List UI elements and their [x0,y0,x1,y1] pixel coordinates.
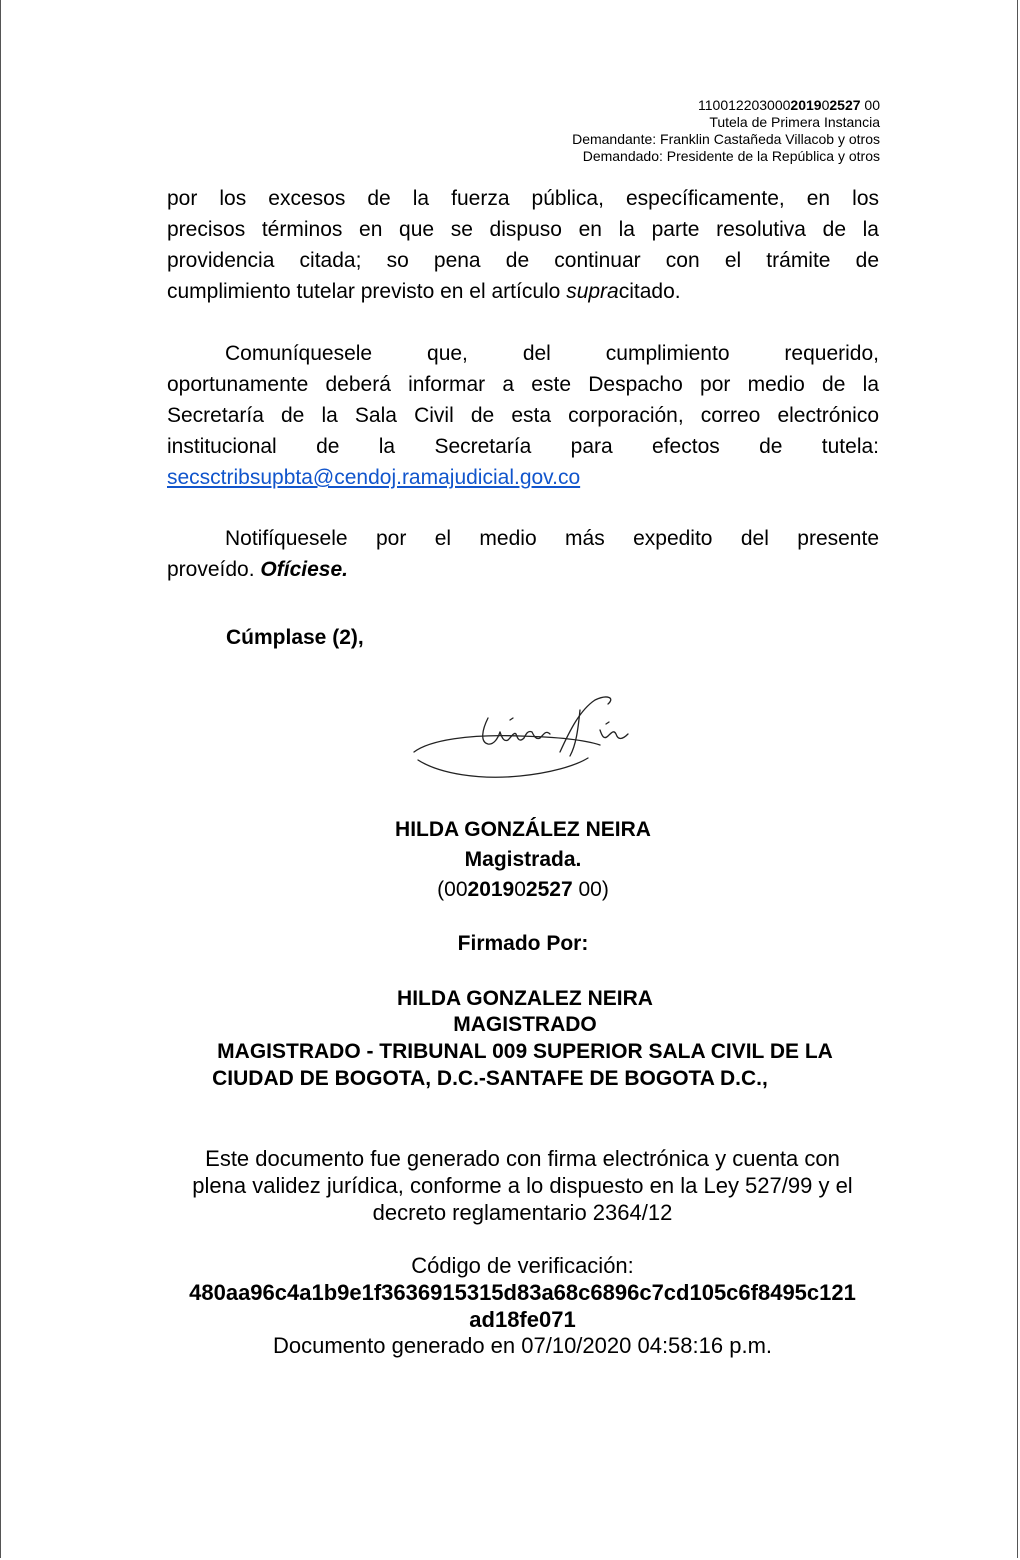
email-link[interactable]: secsctribsupbta@cendoj.ramajudicial.gov.co [167,466,581,489]
paragraph-2 [167,338,879,493]
e-signer-role: MAGISTRADO [453,1013,597,1036]
case-type: Tutela de Primera Instancia [709,114,880,130]
generated-timestamp: Documento generado en 07/10/2020 04:58:16 p.m. [272,1333,773,1358]
case-plaintiff: Demandante: Franklin Castañeda Villacob y otros [572,131,880,147]
verification-code [150,1279,895,1333]
paragraph-2-line: Comuníquesele que, del cumplimiento requerido, [225,342,879,365]
email-line [167,462,879,493]
paragraph-2-line: Secretaría de la Sala Civil de esta corporación, correo electrónico [167,404,879,427]
legal-notice-line: plena validez jurídica, conforme a lo dispuesto en la Ley 527/99 y el [192,1173,853,1198]
e-signer-department: MAGISTRADO - TRIBUNAL 009 SUPERIOR SALA CIVIL DE LA [217,1040,833,1063]
verification-code-line: ad18fe071 [469,1307,576,1332]
paragraph-1-line: providencia citada; so pena de continuar con el trámite de [167,249,879,272]
paragraph-3 [167,523,879,585]
paragraph-1-last-line: cumplimiento tutelar previsto en el artículo supracitado. [167,280,681,303]
handwritten-signature [410,690,640,785]
case-number: 110012203000201902527 00 [698,97,880,113]
closing-text: Cúmplase (2), [226,626,364,649]
legal-notice-line: decreto reglamentario 2364/12 [372,1200,673,1225]
paragraph-1-line: precisos términos en que se dispuso en la parte resolutiva de la [167,218,879,241]
legal-notice [150,1145,895,1226]
paragraph-2-line: oportunamente deberá informar a este Despacho por medio de la [167,373,879,396]
paragraph-2-line: institucional de la Secretaría para efectos de tutela: [167,435,879,458]
case-header [360,97,880,165]
signer-title: Magistrada. [464,848,582,871]
signer-name-heading: HILDA GONZÁLEZ NEIRA [395,818,651,841]
verification-code-line: 480aa96c4a1b9e1f3636915315d83a68c6896c7cd105c6f8495c121 [189,1280,856,1305]
signed-by-label: Firmado Por: [457,932,589,955]
e-signer-city: CIUDAD DE BOGOTA, D.C.-SANTAFE DE BOGOTA D.C., [212,1067,768,1090]
verification-label: Código de verificación: [411,1253,634,1278]
legal-notice-line: Este documento fue generado con firma electrónica y cuenta con [205,1146,840,1171]
signer-case-code: (00201902527 00) [437,878,609,901]
paragraph-3-line: Notifíquesele por el medio más expedito del presente [225,527,879,550]
paragraph-3-last-line: proveído. Ofíciese. [167,558,348,581]
paragraph-1 [167,183,879,307]
e-signer-name: HILDA GONZALEZ NEIRA [397,987,653,1010]
case-defendant: Demandado: Presidente de la República y otros [582,148,880,164]
paragraph-1-line: por los excesos de la fuerza pública, específicamente, en los [167,187,879,210]
